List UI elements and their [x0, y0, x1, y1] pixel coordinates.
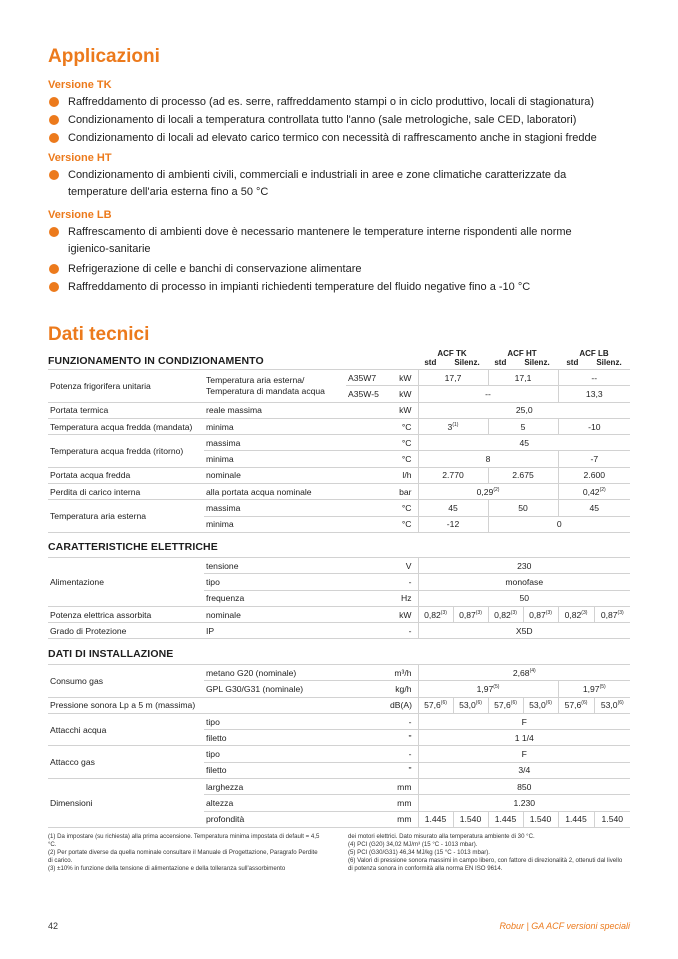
notes-left: (1) Da impostare (su richiesta) alla prima accensione. Temperatura minima impostata di default = 4,5 °C. (2) Per portate diverse da quella nominale consultare il Manuale di Progettazione, Paragrafo Perdite di carico. (3) ±10% in funzione della tensione di alimentazione e della tolleranza sull'assorbimento: [48, 833, 320, 873]
table-row: Potenza elettrica assorbita nominale kW 0,82$^{(3)}$ 0,87$^{(3)}$ 0,82$^{(3)}$ 0,87$^{(3)}$ 0,82$^{(3)}$ 0,87$^{(3)}$: [48, 606, 630, 622]
model-header-tk: ACF TK std Silenz.: [424, 349, 480, 367]
table-row: Pressione sonora Lp a 5 m (massima) dB(A) 57,6$^{(6)}$ 53,0$^{(6)}$ 57,6$^{(6)}$ 53,0$^{(6)}$ 57,6$^{(6)}$ 53,0$^{(6)}$: [48, 697, 630, 713]
table-elettriche: [48, 557, 630, 639]
bullet-icon: [49, 227, 59, 237]
lb-item-2: Refrigerazione di celle e banchi di conservazione alimentare: [48, 261, 630, 278]
applicazioni-title: Applicazioni: [48, 46, 160, 67]
table-row: altezza mm 1.230: [48, 795, 630, 811]
table-row: Attacco gas tipo - F: [48, 746, 630, 762]
table-row: frequenza Hz 50: [48, 590, 630, 606]
bullet-icon: [49, 264, 59, 274]
table-row: minima °C -12 0: [48, 516, 630, 532]
table-row: filetto " 3/4: [48, 762, 630, 778]
table-row: tipo - monofase: [48, 574, 630, 590]
table-row: Consumo gas metano G20 (nominale) m³/h 2,68$^{(4)}$: [48, 665, 630, 681]
bullet-icon: [49, 282, 59, 292]
table-row: filetto " 1 1/4: [48, 730, 630, 746]
table-row: GPL G30/G31 (nominale) kg/h 1,97$^{(5)}$ 1,97$^{(5)}$: [48, 681, 630, 697]
table-row: Potenza frigorifera unitaria Temperatura aria esterna/ Temperatura di mandata acqua A35W7 kW 17,7 17,1 --: [48, 370, 630, 386]
tk-item-2: Condizionamento di locali a temperatura controllata tutto l'anno (sale metrologiche, sale CED, laboratori): [48, 112, 630, 129]
table-row: A35W-5 kW -- 13,3: [48, 386, 630, 402]
el-section-title: CARATTERISTICHE ELETTRICHE: [48, 541, 218, 553]
model-header-lb: ACF LB std Silenz.: [566, 349, 622, 367]
table-condizionamento: [48, 369, 630, 533]
table-row: Attacchi acqua tipo - F: [48, 713, 630, 729]
table-row: Perdita di carico interna alla portata acqua nominale bar 0,29$^{(2)}$ 0,42$^{(2)}$: [48, 484, 630, 500]
table-row: Alimentazione tensione V 230: [48, 558, 630, 574]
versione-tk-label: Versione TK: [48, 79, 112, 91]
tk-item-3: Condizionamento di locali ad elevato carico termico con necessità di raffrescamento anche in stagioni fredde: [48, 130, 630, 147]
table-row: Temperatura acqua fredda (mandata) minima °C 3$^{(1)}$ 5 -10: [48, 418, 630, 434]
table-row: Temperatura aria esterna massima °C 45 50 45: [48, 500, 630, 516]
bullet-icon: [49, 170, 59, 180]
ht-item-1: Condizionamento di ambienti civili, commerciali e industriali in aree e zone climatiche caratterizzate da temperature dell'aria esterna fino a 50 °C: [48, 167, 608, 201]
cond-section-title: FUNZIONAMENTO IN CONDIZIONAMENTO: [48, 355, 264, 367]
page-number: 42: [48, 921, 59, 931]
inst-section-title: DATI DI INSTALLAZIONE: [48, 648, 174, 660]
lb-item-3: Raffreddamento di processo in impianti richiedenti temperature del fluido negative fino a -10 °C: [48, 279, 630, 296]
document-title: Robur | GA ACF versioni speciali: [499, 921, 630, 931]
versione-lb-label: Versione LB: [48, 209, 112, 221]
table-row: profondità mm 1.445 1.540 1.445 1.540 1.445 1.540: [48, 811, 630, 827]
table-row: Grado di Protezione IP - X5D: [48, 623, 630, 639]
table-row: minima °C 8 -7: [48, 451, 630, 467]
table-row: Dimensioni larghezza mm 850: [48, 779, 630, 795]
notes-right: dei motori elettrici. Dato misurato alla temperatura ambiente di 30 °C. (4) PCI (G20) 34,02 MJ/m³ (15 °C - 1013 mbar). (5) PCI (G30/G31) 46,34 MJ/kg (15 °C - 1013 mbar). (6) Valori di pressione sonora massimi in campo libero, con fattore di direzionalità 2, ottenuti dal livello di potenza sonora in conformità alla norma EN ISO 9614.: [348, 833, 623, 873]
dati-tecnici-title: Dati tecnici: [48, 324, 150, 345]
bullet-icon: [49, 133, 59, 143]
bullet-icon: [49, 115, 59, 125]
lb-item-1: Raffrescamento di ambienti dove è necessario mantenere le temperature interne rispondenti alle norme igienico-sanitarie: [48, 224, 608, 258]
table-installazione: [48, 664, 630, 828]
table-row: Portata termica reale massima kW 25,0: [48, 402, 630, 418]
versione-ht-label: Versione HT: [48, 152, 112, 164]
table-row: Temperatura acqua fredda (ritorno) massima °C 45: [48, 435, 630, 451]
tk-item-1: Raffreddamento di processo (ad es. serre, raffreddamento stampi o in ciclo produttivo, locali di stagionatura): [48, 94, 630, 111]
bullet-icon: [49, 97, 59, 107]
table-row: Portata acqua fredda nominale l/h 2.770 2.675 2.600: [48, 467, 630, 483]
model-header-ht: ACF HT std Silenz.: [494, 349, 550, 367]
